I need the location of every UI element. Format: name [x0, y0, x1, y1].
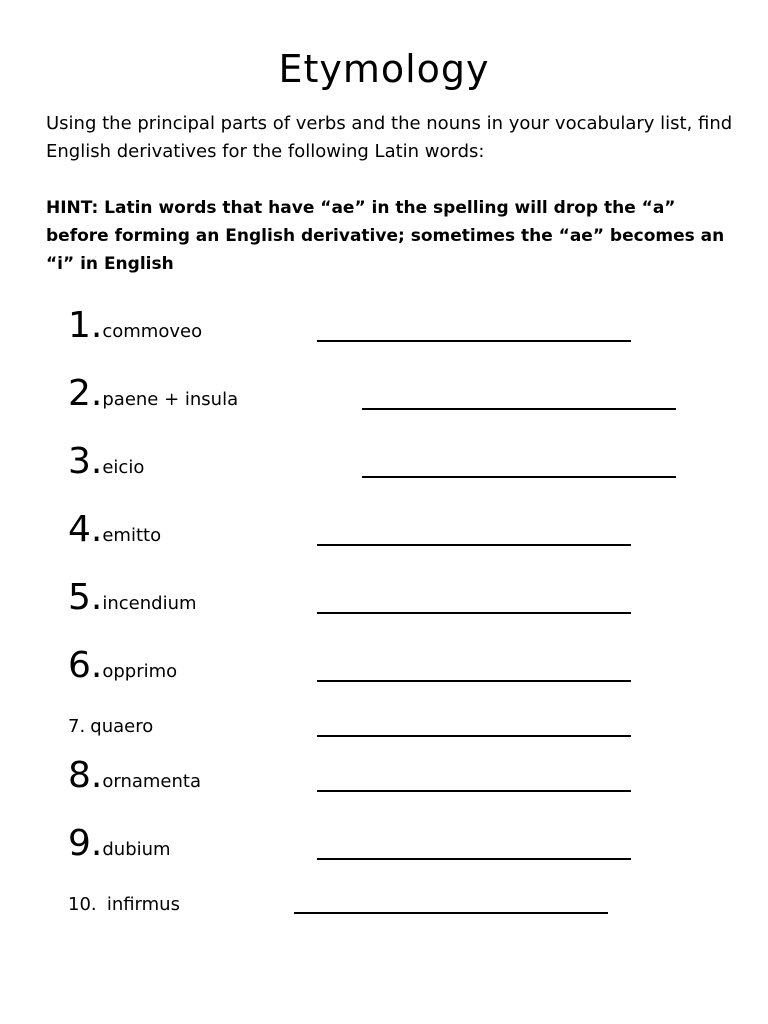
item-number: 3.	[68, 441, 103, 482]
latin-word: infirmus	[106, 894, 180, 915]
latin-word: opprimo	[102, 661, 178, 682]
answer-line[interactable]	[317, 612, 631, 614]
answer-line[interactable]	[317, 790, 631, 792]
item-number: 4.	[68, 509, 103, 550]
list-item	[68, 824, 171, 864]
latin-word: incendium	[102, 593, 197, 614]
item-number: 2.	[68, 373, 103, 414]
latin-word: paene + insula	[102, 389, 239, 410]
instructions: Using the principal parts of verbs and the nouns in your vocabulary list, find English derivatives for the following Latin words:	[46, 113, 733, 162]
latin-word: quaero	[90, 716, 154, 737]
latin-word: eicio	[102, 457, 145, 478]
item-number: 6.	[68, 645, 103, 686]
page-title: Etymology	[278, 47, 490, 91]
item-number: 5.	[68, 577, 103, 618]
list-item	[68, 756, 201, 796]
list-item	[68, 578, 197, 618]
list-item	[68, 715, 153, 739]
list-item	[68, 646, 177, 686]
item-number: 7.	[68, 716, 86, 737]
item-number: 10.	[68, 894, 97, 915]
list-item	[68, 306, 202, 346]
list-item	[68, 442, 144, 482]
latin-word: commoveo	[102, 321, 203, 342]
answer-line[interactable]	[362, 408, 676, 410]
hint-text: HINT: Latin words that have “ae” in the spelling will drop the “a” before forming an English derivative; sometimes the “ae” becomes an “i” in English	[46, 198, 725, 274]
list-item	[68, 893, 180, 917]
answer-line[interactable]	[317, 735, 631, 737]
latin-word: emitto	[102, 525, 162, 546]
item-number: 8.	[68, 755, 103, 796]
latin-word: ornamenta	[102, 771, 201, 792]
item-number: 1.	[68, 305, 103, 346]
latin-word: dubium	[102, 839, 171, 860]
answer-line[interactable]	[294, 912, 608, 914]
answer-line[interactable]	[317, 544, 631, 546]
list-item	[68, 510, 161, 550]
answer-line[interactable]	[317, 858, 631, 860]
answer-line[interactable]	[362, 476, 676, 478]
answer-line[interactable]	[317, 340, 631, 342]
answer-line[interactable]	[317, 680, 631, 682]
list-item	[68, 374, 238, 414]
item-number: 9.	[68, 823, 103, 864]
